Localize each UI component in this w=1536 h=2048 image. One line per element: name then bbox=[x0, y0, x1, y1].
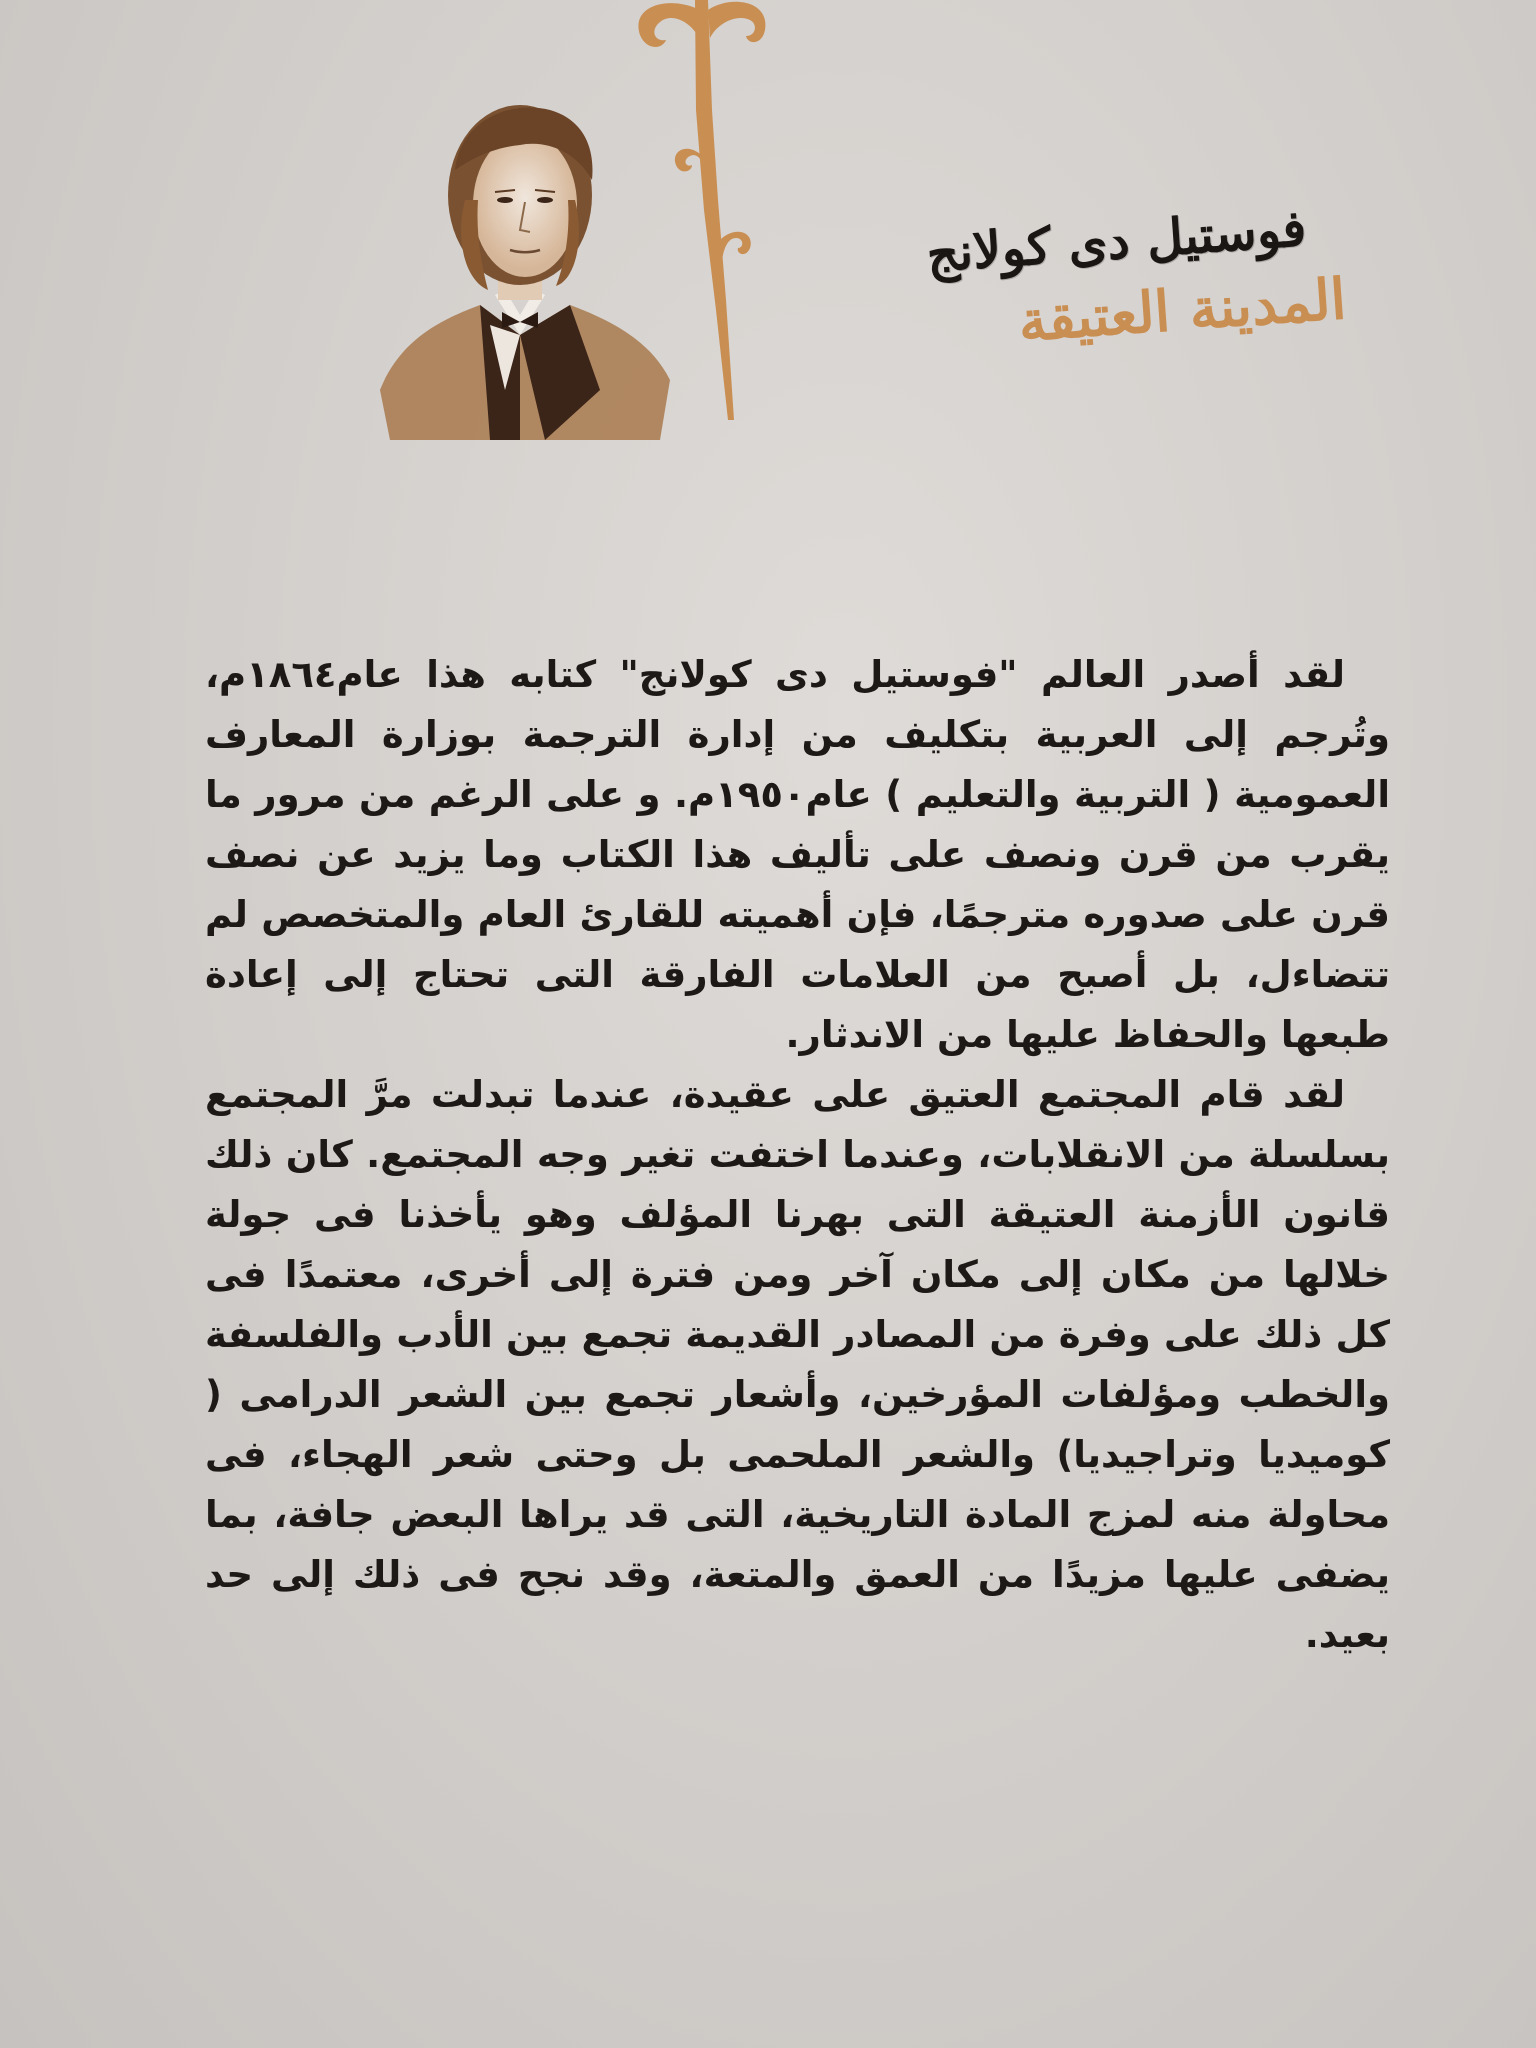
author-portrait bbox=[370, 90, 670, 440]
author-name: فوستيل دى كولانج bbox=[924, 198, 1309, 284]
blurb-paragraph-1: لقد أصدر العالم "فوستيل دى كولانج" كتابه هذا عام١٨٦٤م، وتُرجم إلى العربية بتكليف من إدارة الترجمة بوزارة المعارف العمومية ( التربية والتعليم ) عام١٩٥٠م. و على الرغم من مرور ما يقرب من قرن ونصف على تأليف هذا الكتاب وما يزيد عن نصف قرن على صدوره مترجمًا، فإن أهميته للقارئ العام والمتخصص لم تتضاءل، بل أصبح من العلامات الفارقة التى تحتاج إلى إعادة طبعها والحفاظ عليها من الاندثار. bbox=[205, 653, 1391, 1056]
blurb-paragraph-2: لقد قام المجتمع العتيق على عقيدة، عندما تبدلت مرَّ المجتمع بسلسلة من الانقلابات، وعندما اختفت تغير وجه المجتمع. كان ذلك قانون الأزمنة العتيقة التى بهرنا المؤلف وهو يأخذنا فى جولة خلالها من مكان إلى مكان آخر ومن فترة إلى أخرى، معتمدًا فى كل ذلك على وفرة من المصادر القديمة تجمع بين الأدب والفلسفة والخطب ومؤلفات المؤرخين، وأشعار تجمع بين الشعر الدرامى ( كوميديا وتراجيديا) والشعر الملحمى بل وحتى شعر الهجاء، فى محاولة منه لمزج المادة التاريخية، التى قد يراها البعض جافة، بما يضفى عليها مزيدًا من العمق والمتعة، وقد نجح فى ذلك إلى حد بعيد. bbox=[205, 1073, 1390, 1656]
book-title: المدينة العتيقة bbox=[1016, 266, 1349, 355]
blurb-text bbox=[205, 645, 1390, 1665]
title-block bbox=[726, 198, 1349, 355]
